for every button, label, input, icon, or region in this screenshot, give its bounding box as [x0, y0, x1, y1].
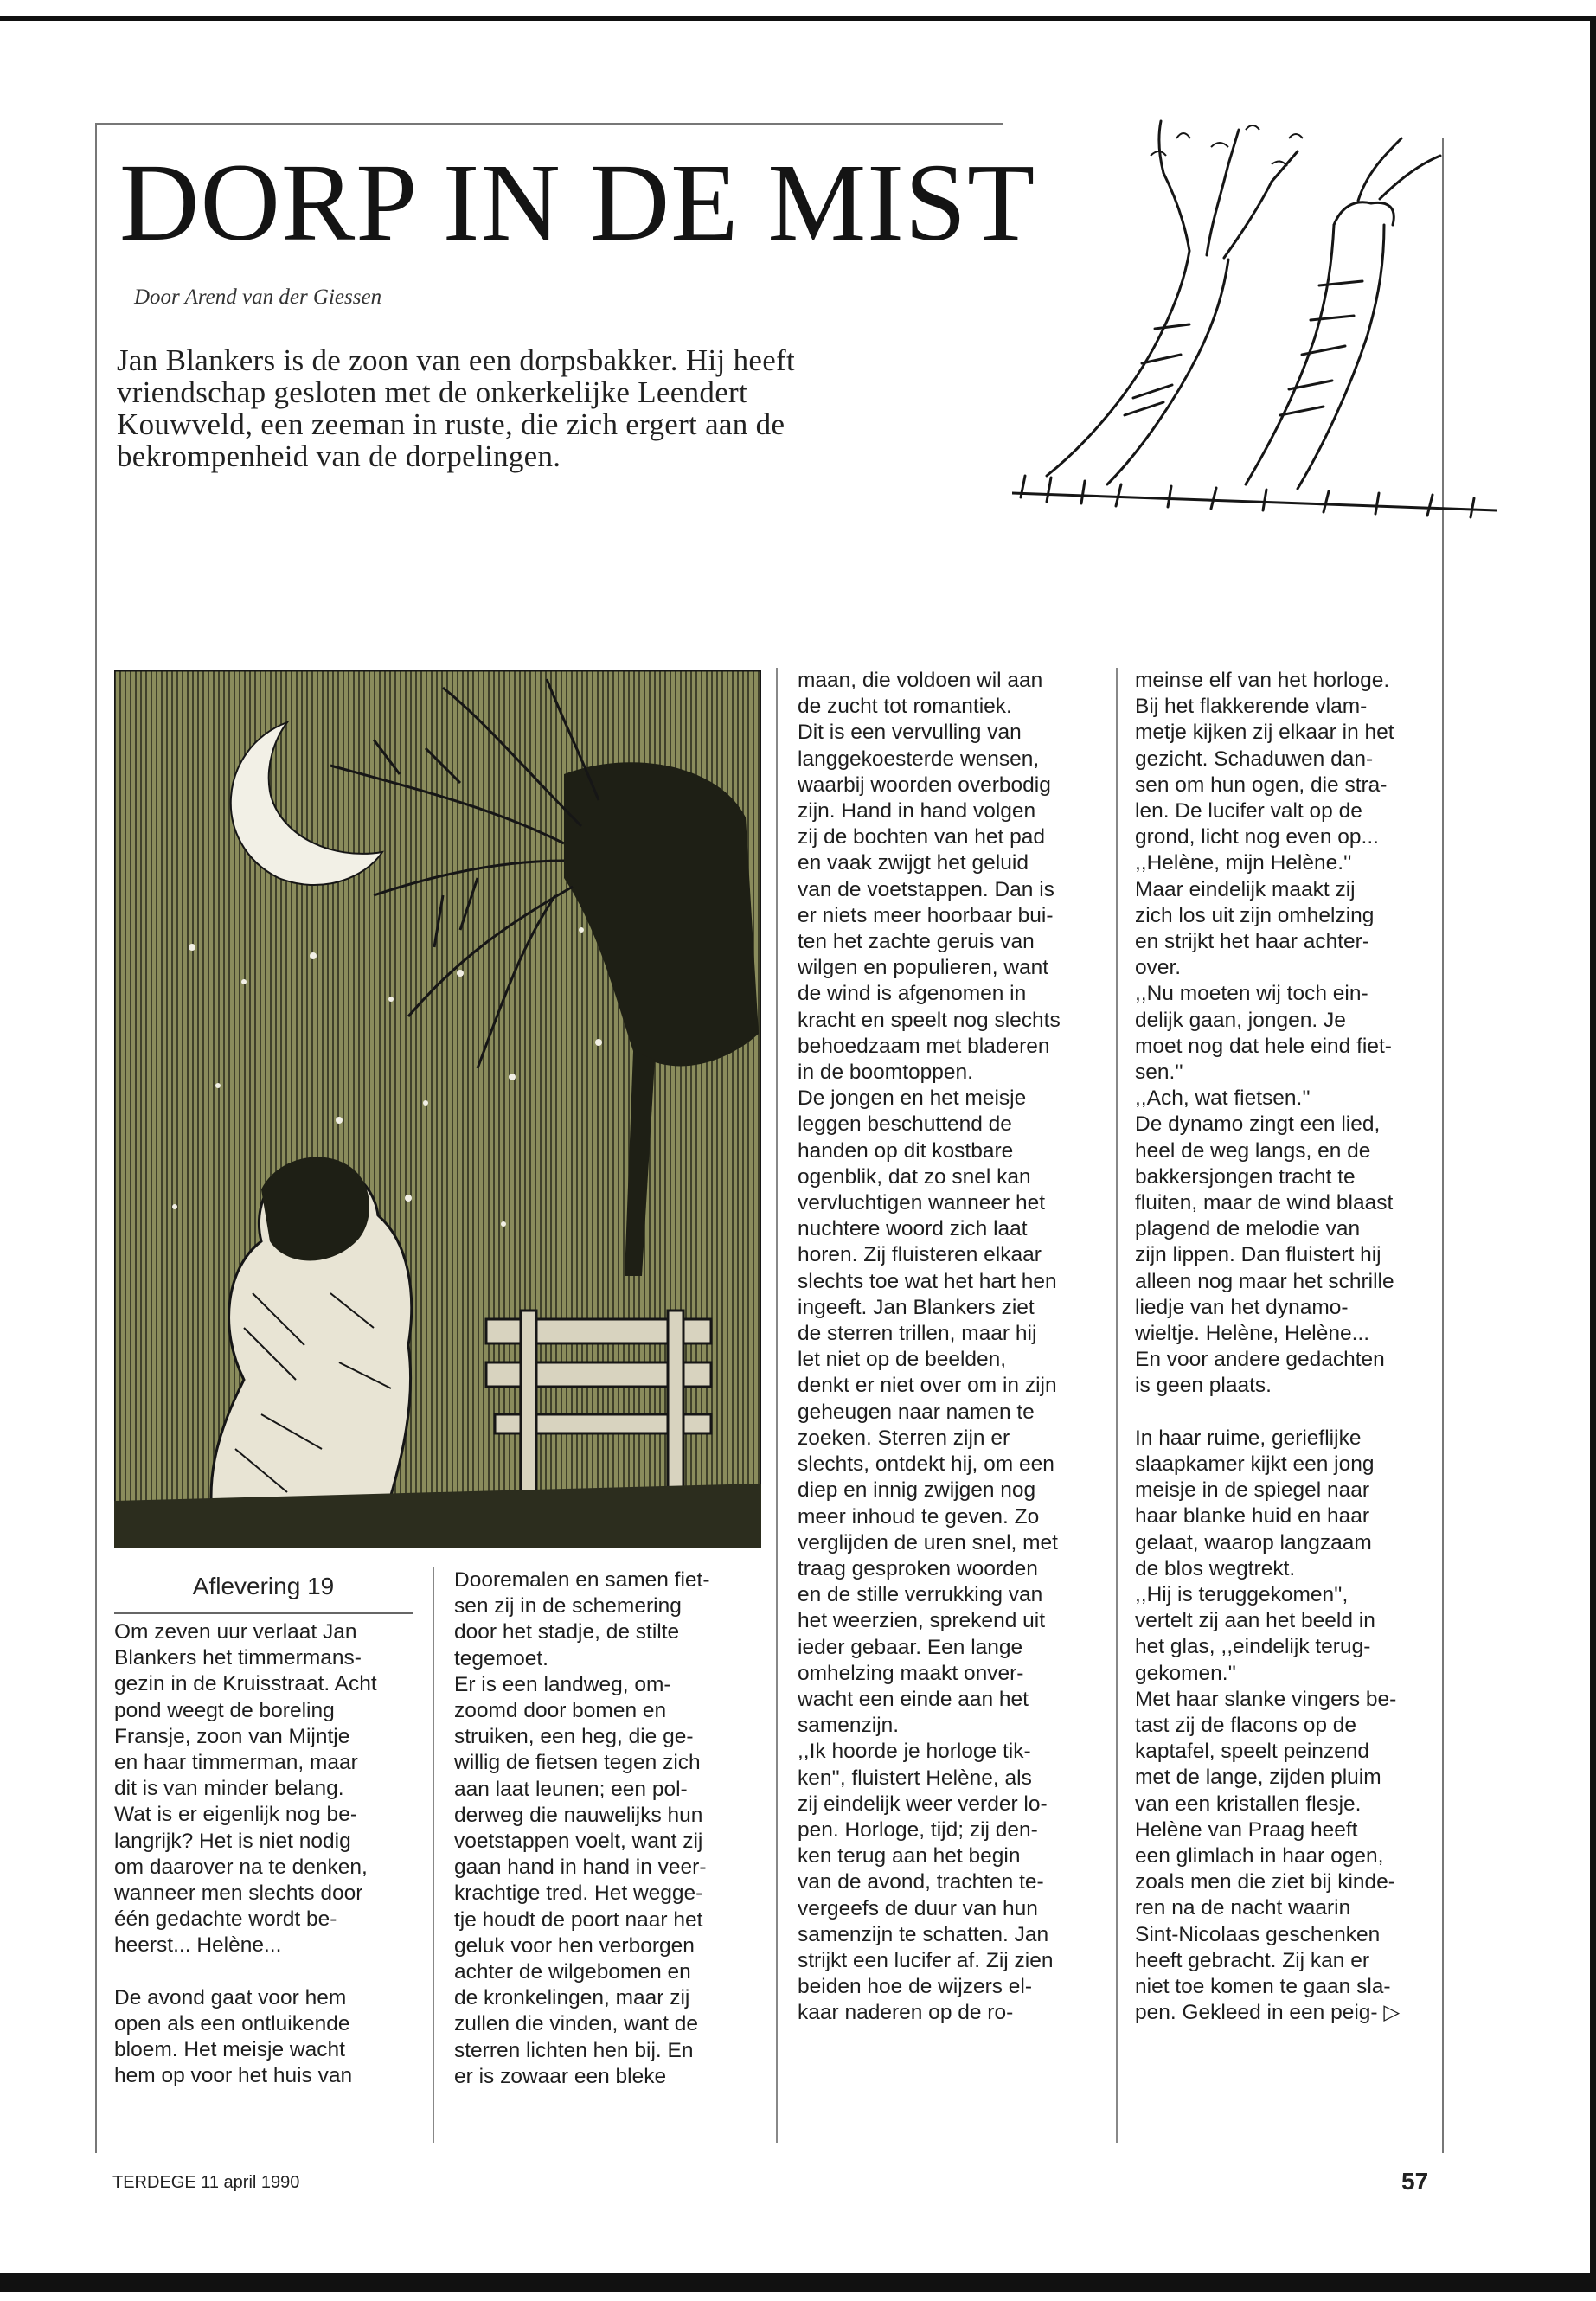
text-line: traag gesproken woorden — [798, 1556, 1038, 1580]
text-line: gelaat, waarop langzaam — [1135, 1530, 1372, 1554]
text-line: meer inhoud te geven. Zo — [798, 1504, 1040, 1529]
intro-line: Jan Blankers is de zoon van een dorpsbakker. Hij heeft — [117, 343, 796, 377]
text-line: heerst... Helène... — [114, 1933, 282, 1958]
text-line: omhelzing maakt onver- — [798, 1661, 1024, 1685]
column-rule — [433, 1567, 434, 2143]
text-line: Bij het flakkerende vlam- — [1135, 695, 1368, 719]
text-line: zich los uit zijn omhelzing — [1135, 903, 1375, 927]
text-line: ken'', fluistert Helène, als — [798, 1766, 1032, 1790]
text-line: ieder gebaar. Een lange — [798, 1635, 1023, 1659]
text-line: ingeeft. Jan Blankers ziet — [798, 1295, 1035, 1319]
page-number: 57 — [1401, 2168, 1429, 2195]
text-line: diep en innig zwijgen nog — [798, 1478, 1036, 1503]
text-line: De jongen en het meisje — [798, 1086, 1027, 1111]
text-line: liedje van het dynamo- — [1135, 1295, 1349, 1319]
text-line: let niet op de beelden, — [798, 1348, 1007, 1372]
text-line: en haar timmerman, maar — [114, 1751, 358, 1775]
text-line: nuchtere woord zich laat — [798, 1217, 1028, 1241]
text-line: Met haar slanke vingers be- — [1135, 1687, 1397, 1711]
text-line: over. — [1135, 956, 1182, 980]
text-line: metje kijken zij elkaar in het — [1135, 721, 1394, 745]
text-line: Helène van Praag heeft — [1135, 1817, 1358, 1842]
text-line: langrijk? Het is niet nodig — [114, 1829, 351, 1853]
text-line: is geen plaats. — [1135, 1374, 1272, 1398]
text-line: De dynamo zingt een lied, — [1135, 1112, 1381, 1137]
intro-text — [117, 344, 878, 472]
text-line: open als een ontluikende — [114, 2011, 350, 2035]
text-line: ken terug aan het begin — [798, 1844, 1021, 1868]
text-line: Maar eindelijk maakt zij — [1135, 877, 1356, 901]
text-line: ,,Hij is teruggekomen'', — [1135, 1582, 1349, 1606]
text-line: Fransje, zoon van Mijntje — [114, 1724, 350, 1748]
text-line: meisje in de spiegel naar — [1135, 1478, 1370, 1503]
text-line: fluiten, maar de wind blaast — [1135, 1191, 1394, 1215]
text-line: zijn lippen. Dan fluistert hij — [1135, 1243, 1381, 1267]
text-line: met de lange, zijden pluim — [1135, 1766, 1381, 1790]
text-line: horen. Zij fluisteren elkaar — [798, 1243, 1042, 1267]
text-line: langgekoesterde wensen, — [798, 747, 1040, 771]
night-embrace-illustration — [114, 670, 761, 1548]
page-top-edge — [0, 16, 1596, 21]
paragraph-gap — [1135, 1400, 1433, 1426]
text-line: de sterren trillen, maar hij — [798, 1322, 1037, 1346]
text-line: niet toe komen te gaan sla- — [1135, 1974, 1391, 1998]
text-line: zijn. Hand in hand volgen — [798, 799, 1036, 824]
text-line: tast zij de flacons op de — [1135, 1713, 1357, 1737]
article-title: DORP IN DE MIST — [119, 141, 1036, 264]
text-column-4 — [1135, 668, 1433, 2026]
text-line: ,,Ach, wat fietsen.'' — [1135, 1086, 1311, 1111]
text-line: zoeken. Sterren zijn er — [798, 1426, 1010, 1450]
text-line: dit is van minder belang. — [114, 1777, 344, 1801]
text-line: willig de fietsen tegen zich — [454, 1751, 701, 1775]
text-column-3 — [798, 668, 1096, 2027]
text-line: wanneer men slechts door — [114, 1881, 363, 1906]
text-line: de zucht tot romantiek. — [798, 695, 1012, 719]
text-line: tegemoet. — [454, 1646, 548, 1670]
text-line: gezicht. Schaduwen dan- — [1135, 747, 1374, 771]
text-line: aan laat leunen; een pol- — [454, 1777, 688, 1801]
text-line: van een kristallen flesje. — [1135, 1791, 1362, 1816]
text-line: kaar naderen op de ro- — [798, 2001, 1014, 2025]
text-line: gaan hand in hand in veer- — [454, 1856, 707, 1880]
text-line: één gedachte wordt be- — [114, 1907, 337, 1932]
text-line: leggen beschuttend de — [798, 1112, 1012, 1137]
text-line: grond, licht nog even op... — [1135, 825, 1379, 849]
text-line: Dit is een vervulling van — [798, 721, 1022, 745]
text-line: ,,Nu moeten wij toch ein- — [1135, 982, 1368, 1006]
text-line: En voor andere gedachten — [1135, 1348, 1385, 1372]
text-line: Dooremalen en samen fiet- — [454, 1568, 710, 1592]
text-line: Wat is er eigenlijk nog be- — [114, 1803, 357, 1827]
text-line: samenzijn. — [798, 1714, 900, 1738]
text-line: len. De lucifer valt op de — [1135, 799, 1362, 824]
text-line: gekomen.'' — [1135, 1661, 1236, 1685]
text-line: meinse elf van het horloge. — [1135, 669, 1390, 692]
text-line: voetstappen voelt, want zij — [454, 1830, 703, 1854]
text-line: om daarover na te denken, — [114, 1855, 368, 1879]
text-line: van de avond, trachten te- — [798, 1870, 1044, 1894]
episode-divider — [114, 1612, 413, 1614]
text-line: derweg die nauwelijks hun — [454, 1803, 703, 1827]
text-line: zij eindelijk weer verder lo- — [798, 1791, 1048, 1816]
text-line: het weerzien, sprekend uit — [798, 1609, 1045, 1633]
text-line: sen zij in de schemering — [454, 1594, 682, 1618]
text-line: in de boomtoppen. — [798, 1061, 973, 1085]
text-line: alleen nog maar het schrille — [1135, 1269, 1394, 1293]
willow-trees-sketch — [1012, 104, 1497, 528]
text-line: Sint-Nicolaas geschenken — [1135, 1922, 1381, 1946]
text-line: pen. Gekleed in een peig- ▷ — [1135, 2001, 1401, 2025]
text-line: moet nog dat hele eind fiet- — [1135, 1034, 1392, 1058]
episode-label: Aflevering 19 — [192, 1573, 335, 1599]
text-line: plagend de melodie van — [1135, 1217, 1361, 1241]
intro-line: Kouwveld, een zeeman in ruste, die zich ergert aan de — [117, 407, 785, 441]
text-line: krachtige tred. Het wegge- — [454, 1881, 703, 1906]
publication-footer: TERDEGE 11 april 1990 — [112, 2173, 300, 2192]
text-line: zullen die vinden, want de — [454, 2012, 698, 2036]
text-column-2 — [454, 1567, 753, 2090]
text-line: In haar ruime, gerieflijke — [1135, 1426, 1362, 1450]
text-line: vervluchtigen wanneer het — [798, 1191, 1046, 1215]
text-line: ,,Ik hoorde je horloge tik- — [798, 1740, 1031, 1764]
text-line: en strijkt het haar achter- — [1135, 930, 1369, 954]
text-line: wacht een einde aan het — [798, 1687, 1029, 1711]
text-line: handen op dit kostbare — [798, 1138, 1014, 1163]
text-line: de blos wegtrekt. — [1135, 1556, 1296, 1580]
text-line: kracht en speelt nog slechts — [798, 1008, 1061, 1032]
text-line: denkt er niet over om in zijn — [798, 1374, 1057, 1398]
text-line: vergeefs de duur van hun — [798, 1896, 1038, 1920]
text-line: gezin in de Kruisstraat. Acht — [114, 1672, 377, 1696]
text-line: slechts toe wat het hart hen — [798, 1269, 1057, 1293]
text-line: achter de wilgebomen en — [454, 1960, 691, 1984]
text-line: wieltje. Helène, Helène... — [1135, 1322, 1370, 1346]
text-line: ,,Helène, mijn Helène.'' — [1135, 851, 1352, 875]
text-line: De avond gaat voor hem — [114, 1985, 347, 2009]
column-rule — [776, 668, 778, 2143]
page-right-edge — [1590, 16, 1596, 2282]
text-line: Blankers het timmermans- — [114, 1646, 362, 1670]
text-line: wilgen en populieren, want — [798, 956, 1049, 980]
text-line: samenzijn te schatten. Jan — [798, 1922, 1049, 1946]
paragraph-gap — [114, 1959, 413, 1985]
text-line: zoomd door bomen en — [454, 1699, 667, 1723]
text-line: er niets meer hoorbaar bui- — [798, 903, 1054, 927]
text-line: er is zowaar een bleke — [454, 2064, 667, 2088]
text-line: ren na de nacht waarin — [1135, 1896, 1351, 1920]
text-line: pen. Horloge, tijd; zij den- — [798, 1817, 1038, 1842]
text-line: pond weegt de boreling — [114, 1698, 335, 1722]
page-bottom-edge — [0, 2273, 1596, 2292]
text-line: de kronkelingen, maar zij — [454, 1986, 690, 2010]
text-line: sterren lichten hen bij. En — [454, 2038, 694, 2062]
text-line: behoedzaam met bladeren — [798, 1034, 1050, 1058]
text-line: struiken, een heg, die ge- — [454, 1725, 694, 1749]
text-line: waarbij woorden overbodig — [798, 772, 1051, 797]
text-line: slechts, ontdekt hij, om een — [798, 1452, 1054, 1477]
text-line: en de stille verrukking van — [798, 1583, 1043, 1607]
text-line: sen.'' — [1135, 1061, 1183, 1085]
text-line: door het stadje, de stilte — [454, 1620, 680, 1644]
text-line: geheugen naar namen te — [798, 1400, 1035, 1424]
text-line: slaapkamer kijkt een jong — [1135, 1452, 1375, 1476]
text-line: maan, die voldoen wil aan — [798, 669, 1043, 692]
text-line: ogenblik, dat zo snel kan — [798, 1164, 1031, 1189]
intro-line: vriendschap gesloten met de onkerkelijke Leendert — [117, 375, 748, 409]
text-line: kaptafel, speelt peinzend — [1135, 1740, 1370, 1764]
text-line: van de voetstappen. Dan is — [798, 877, 1054, 901]
text-line: het glas, ,,eindelijk terug- — [1135, 1635, 1371, 1659]
text-line: bakkersjongen tracht te — [1135, 1164, 1356, 1189]
text-line: delijk gaan, jongen. Je — [1135, 1008, 1346, 1032]
text-line: verglijden de uren snel, met — [798, 1530, 1058, 1554]
text-line: en vaak zwijgt het geluid — [798, 851, 1029, 875]
text-line: sen om hun ogen, die stra- — [1135, 772, 1388, 797]
text-line: ten het zachte geruis van — [798, 930, 1035, 954]
text-line: heeft gebracht. Zij kan er — [1135, 1948, 1370, 1972]
text-line: zij de bochten van het pad — [798, 825, 1046, 849]
column-rule — [1116, 668, 1118, 2143]
text-line: bloem. Het meisje wacht — [114, 2038, 345, 2062]
byline: Door Arend van der Giessen — [134, 285, 382, 309]
text-line: een glimlach in haar ogen, — [1135, 1843, 1384, 1868]
text-line: Er is een landweg, om- — [454, 1672, 671, 1696]
text-column-1 — [114, 1619, 413, 2089]
text-line: hem op voor het huis van — [114, 2064, 353, 2088]
text-line: zoals men die ziet bij kinde- — [1135, 1870, 1395, 1894]
text-line: haar blanke huid en haar — [1135, 1504, 1370, 1529]
text-line: Om zeven uur verlaat Jan — [114, 1620, 357, 1644]
text-line: strijkt een lucifer af. Zij zien — [798, 1948, 1054, 1972]
text-line: tje houdt de poort naar het — [454, 1907, 703, 1932]
intro-line: bekrompenheid van de dorpelingen. — [117, 439, 561, 473]
text-line: beiden hoe de wijzers el- — [798, 1975, 1033, 1999]
text-line: vertelt zij aan het beeld in — [1135, 1609, 1375, 1633]
text-line: de wind is afgenomen in — [798, 982, 1027, 1006]
text-line: heel de weg langs, en de — [1135, 1138, 1371, 1163]
text-line: geluk voor hen verborgen — [454, 1933, 695, 1958]
